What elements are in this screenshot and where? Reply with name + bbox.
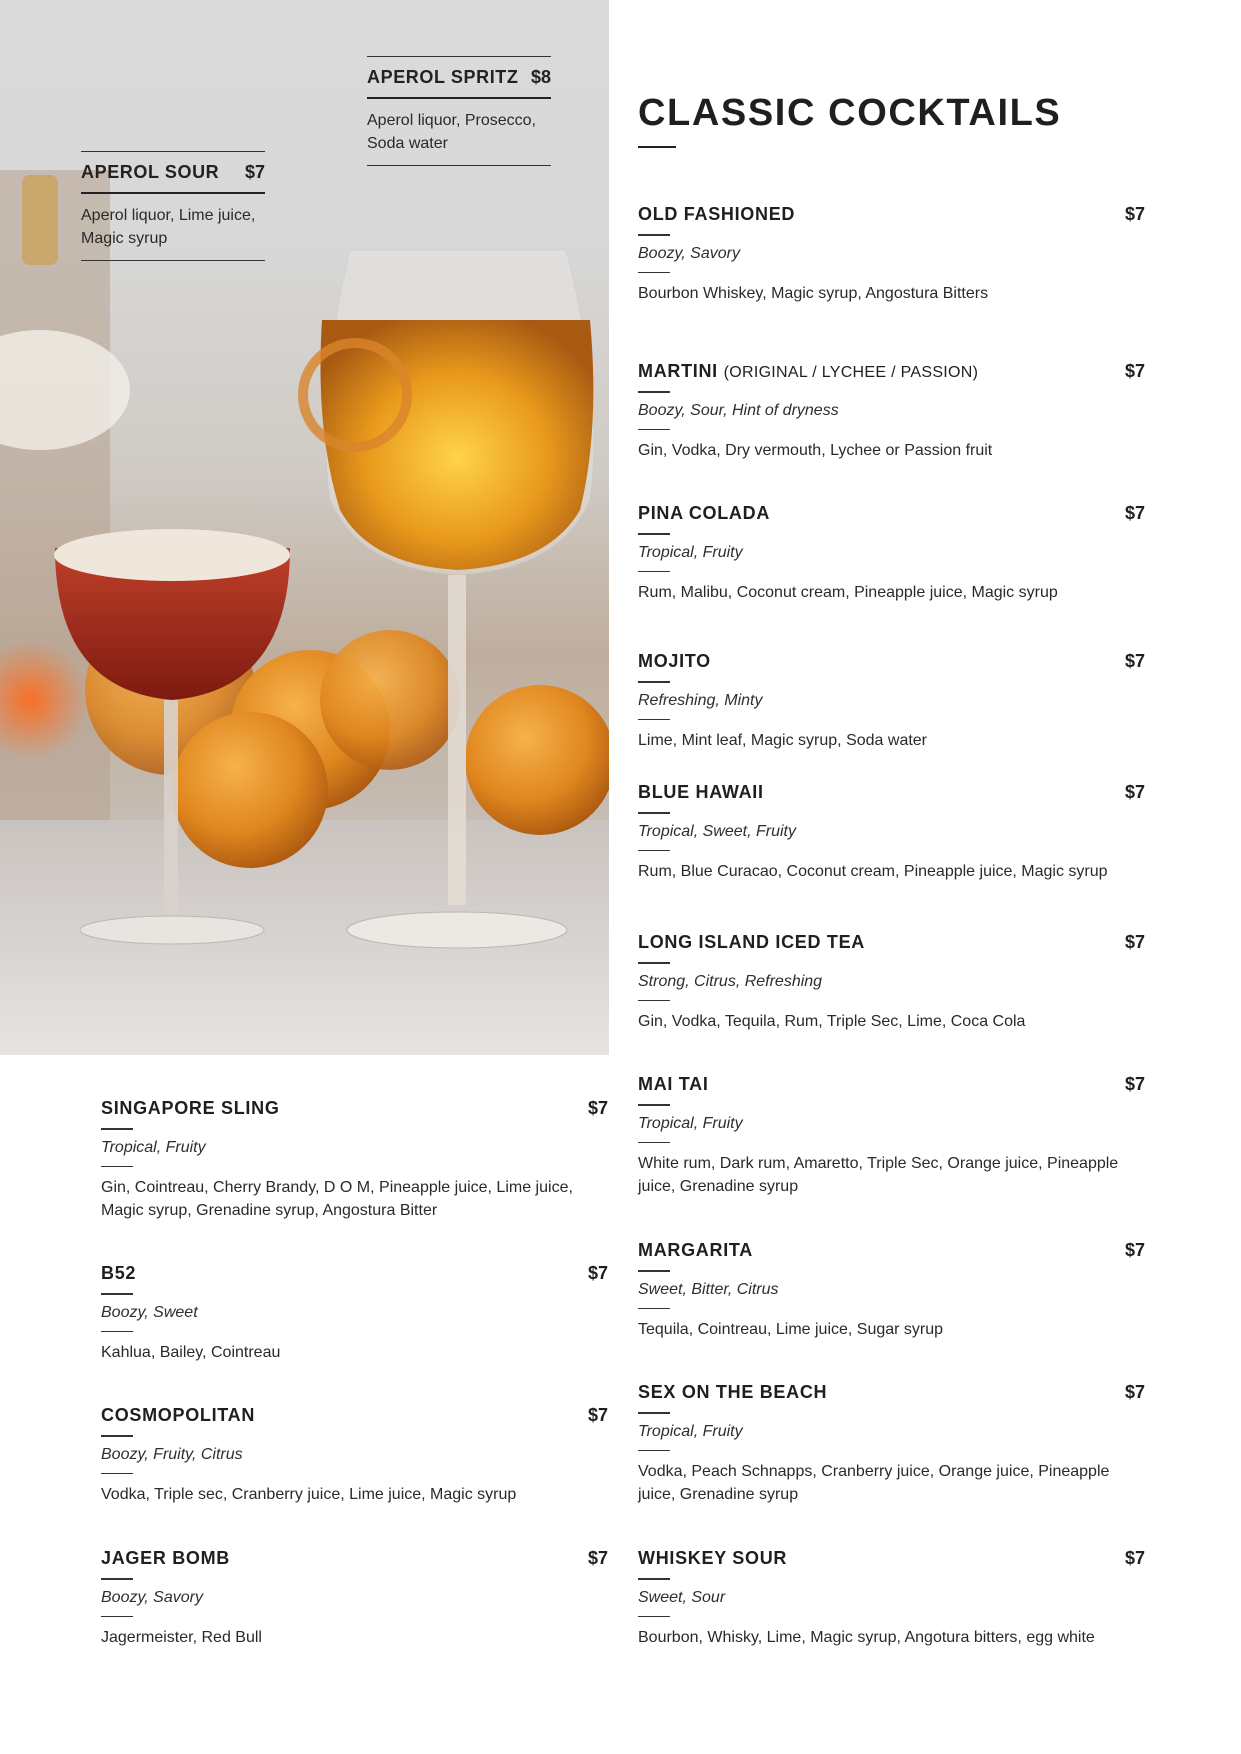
item-divider (101, 1331, 133, 1333)
item-ingredients: Gin, Vodka, Dry vermouth, Lychee or Passion fruit (638, 442, 993, 459)
title-underline (638, 146, 676, 148)
menu-item (638, 1382, 1145, 1506)
item-ingredients: Tequila, Cointreau, Lime juice, Sugar syrup (638, 1321, 944, 1338)
item-divider (101, 1128, 133, 1130)
item-name: PINA COLADA (638, 503, 771, 523)
item-tags: Sweet, Bitter, Citrus (638, 1280, 779, 1298)
item-ingredients: Kahlua, Bailey, Cointreau (101, 1344, 281, 1361)
featured-price: $7 (244, 162, 265, 182)
item-tags: Strong, Citrus, Refreshing (638, 972, 823, 990)
featured-name: APEROL SPRITZ (367, 67, 519, 87)
item-price: $7 (1124, 1074, 1145, 1094)
item-divider (638, 533, 670, 535)
menu-item (638, 503, 1145, 604)
item-divider (638, 1616, 670, 1618)
featured-aperol-spritz (367, 56, 551, 166)
item-name: BLUE HAWAII (638, 782, 764, 802)
item-divider (638, 962, 670, 964)
item-price: $7 (1124, 932, 1145, 952)
item-tags: Sweet, Sour (638, 1588, 726, 1606)
menu-item (638, 651, 1145, 752)
item-divider (638, 272, 670, 274)
item-tags: Tropical, Fruity (638, 543, 743, 561)
menu-item (638, 1240, 1145, 1341)
item-price: $7 (587, 1548, 608, 1568)
item-tags: Boozy, Fruity, Citrus (101, 1445, 243, 1463)
item-divider (638, 1270, 670, 1272)
item-divider (638, 234, 670, 236)
item-tags: Tropical, Fruity (638, 1114, 743, 1132)
item-ingredients: Gin, Cointreau, Cherry Brandy, D O M, Pineapple juice, Lime juice, Magic syrup, Grenadine syrup, Angostura Bitter (101, 1179, 573, 1219)
item-tags: Boozy, Sour, Hint of dryness (638, 401, 839, 419)
menu-item (638, 1548, 1145, 1649)
item-ingredients: Rum, Blue Curacao, Coconut cream, Pineapple juice, Magic syrup (638, 863, 1108, 880)
item-ingredients: Vodka, Triple sec, Cranberry juice, Lime juice, Magic syrup (101, 1486, 517, 1503)
item-ingredients: Lime, Mint leaf, Magic syrup, Soda water (638, 732, 928, 749)
item-name-group (638, 361, 978, 382)
item-divider (101, 1473, 133, 1475)
item-name: COSMOPOLITAN (101, 1405, 256, 1425)
item-divider (638, 850, 670, 852)
item-divider (638, 681, 670, 683)
item-name: MARTINI (638, 361, 718, 381)
featured-header (367, 57, 551, 99)
menu-item (638, 1074, 1145, 1198)
item-price: $7 (1124, 503, 1145, 523)
item-ingredients: Vodka, Peach Schnapps, Cranberry juice, Orange juice, Pineapple juice, Grenadine syrup (638, 1463, 1110, 1503)
item-divider (638, 1450, 670, 1452)
item-subtitle: (ORIGINAL / LYCHEE / PASSION) (723, 364, 979, 381)
item-divider (101, 1435, 133, 1437)
featured-header (81, 152, 265, 194)
item-price: $7 (1124, 782, 1145, 802)
item-price: $7 (1124, 1240, 1145, 1260)
item-ingredients: Jagermeister, Red Bull (101, 1629, 262, 1646)
item-name: JAGER BOMB (101, 1548, 231, 1568)
menu-item (638, 204, 1145, 305)
featured-ingredients: Aperol liquor, Lime juice, Magic syrup (81, 207, 256, 247)
item-divider (638, 719, 670, 721)
item-divider (638, 1142, 670, 1144)
menu-item (101, 1098, 608, 1222)
item-tags: Tropical, Fruity (101, 1138, 206, 1156)
featured-price: $8 (530, 67, 551, 87)
menu-item (101, 1405, 608, 1506)
item-divider (101, 1293, 133, 1295)
menu-item (638, 782, 1145, 883)
featured-aperol-sour (81, 151, 265, 261)
menu-item (638, 932, 1145, 1033)
menu-item (101, 1548, 608, 1649)
item-divider (638, 571, 670, 573)
item-tags: Boozy, Savory (101, 1588, 203, 1606)
featured-name: APEROL SOUR (81, 162, 220, 182)
item-divider (101, 1616, 133, 1618)
item-name: SINGAPORE SLING (101, 1098, 280, 1118)
item-price: $7 (1124, 651, 1145, 671)
item-divider (638, 1578, 670, 1580)
item-divider (638, 1412, 670, 1414)
item-ingredients: Bourbon, Whisky, Lime, Magic syrup, Angotura bitters, egg white (638, 1629, 1095, 1646)
item-divider (638, 391, 670, 393)
menu-item (638, 361, 1145, 462)
item-divider (101, 1578, 133, 1580)
item-name: B52 (101, 1263, 137, 1283)
item-name: MOJITO (638, 651, 711, 671)
item-divider (101, 1166, 133, 1168)
item-tags: Tropical, Fruity (638, 1422, 743, 1440)
item-tags: Boozy, Sweet (101, 1303, 198, 1321)
item-ingredients: Bourbon Whiskey, Magic syrup, Angostura Bitters (638, 285, 989, 302)
menu-item (101, 1263, 608, 1364)
item-price: $7 (1124, 1382, 1145, 1402)
item-divider (638, 429, 670, 431)
item-price: $7 (1124, 204, 1145, 224)
item-divider (638, 1000, 670, 1002)
item-ingredients: White rum, Dark rum, Amaretto, Triple Sec, Orange juice, Pineapple juice, Grenadine syrup (638, 1155, 1119, 1195)
item-price: $7 (1124, 1548, 1145, 1568)
item-tags: Tropical, Sweet, Fruity (638, 822, 796, 840)
item-name: MAI TAI (638, 1074, 709, 1094)
featured-ingredients: Aperol liquor, Prosecco, Soda water (367, 112, 536, 152)
item-price: $7 (1124, 361, 1145, 381)
item-ingredients: Gin, Vodka, Tequila, Rum, Triple Sec, Lime, Coca Cola (638, 1013, 1026, 1030)
item-ingredients: Rum, Malibu, Coconut cream, Pineapple juice, Magic syrup (638, 584, 1058, 601)
cocktail-photo (0, 0, 609, 1055)
item-price: $7 (587, 1098, 608, 1118)
item-name: OLD FASHIONED (638, 204, 796, 224)
item-tags: Refreshing, Minty (638, 691, 763, 709)
item-price: $7 (587, 1405, 608, 1425)
item-name: SEX ON THE BEACH (638, 1382, 828, 1402)
page-title: CLASSIC COCKTAILS (638, 92, 1062, 134)
item-name: WHISKEY SOUR (638, 1548, 788, 1568)
item-tags: Boozy, Savory (638, 244, 740, 262)
item-name: MARGARITA (638, 1240, 753, 1260)
item-name: LONG ISLAND ICED TEA (638, 932, 866, 952)
item-divider (638, 812, 670, 814)
item-price: $7 (587, 1263, 608, 1283)
item-divider (638, 1308, 670, 1310)
item-divider (638, 1104, 670, 1106)
